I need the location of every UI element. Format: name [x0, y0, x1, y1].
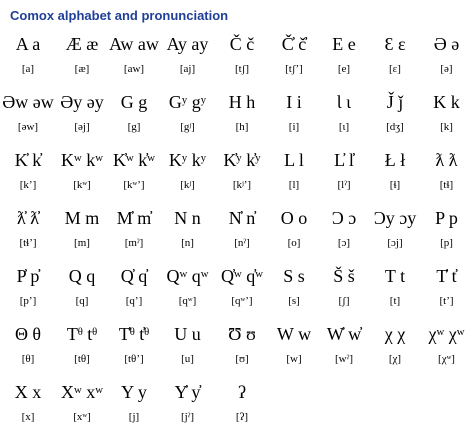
ipa-transcription: [o] — [287, 237, 301, 249]
letter-glyph: Y̓ y̓ — [174, 382, 201, 402]
alphabet-grid — [0, 30, 474, 436]
letter-glyph: Qʷ qʷ — [166, 266, 209, 286]
letter-glyph: Gʸ gʸ — [168, 92, 207, 112]
letter-cell — [421, 320, 472, 378]
letter-cell — [160, 262, 215, 320]
letter-cell — [215, 320, 269, 378]
ipa-transcription: [aw] — [123, 63, 145, 75]
letter-cell — [369, 146, 421, 204]
letter-glyph: Ay ay — [166, 34, 209, 54]
ipa-transcription: [ɛ] — [389, 63, 401, 75]
letter-glyph: H h — [228, 92, 256, 112]
letter-cell — [108, 146, 160, 204]
ipa-transcription: [kʷ] — [73, 179, 91, 191]
letter-glyph: χʷ χʷ — [428, 324, 465, 344]
ipa-transcription: [nˀ] — [234, 237, 250, 249]
ipa-transcription: [u] — [181, 353, 194, 365]
letter-glyph: X x — [14, 382, 42, 402]
letter-glyph: Aw aw — [109, 34, 159, 54]
letter-cell — [0, 30, 56, 88]
letter-cell — [160, 204, 215, 262]
letter-glyph: Ə ə — [433, 34, 460, 54]
ipa-transcription: [dʒ] — [386, 121, 404, 133]
letter-glyph: K k — [433, 92, 460, 112]
letter-glyph: J̌ ǰ — [386, 92, 404, 112]
ipa-transcription: [ʃ] — [338, 295, 350, 307]
letter-cell — [369, 30, 421, 88]
letter-glyph: Š š — [333, 266, 355, 286]
letter-glyph: Ɔ ɔ — [331, 208, 357, 228]
letter-glyph: Ł ł — [384, 150, 406, 170]
letter-glyph: G g — [120, 92, 148, 112]
letter-glyph: M m — [64, 208, 100, 228]
letter-cell — [369, 88, 421, 146]
letter-glyph: Q̓ q̓ — [120, 266, 148, 286]
letter-cell — [108, 262, 160, 320]
letter-cell — [215, 378, 269, 436]
ipa-transcription: [s] — [288, 295, 300, 307]
letter-glyph: T t — [384, 266, 406, 286]
ipa-transcription: [l] — [288, 179, 300, 191]
ipa-transcription: [ə] — [440, 63, 453, 75]
letter-cell — [319, 146, 369, 204]
ipa-transcription: [lˀ] — [337, 179, 351, 191]
letter-glyph: Əw əw — [2, 92, 54, 112]
ipa-transcription: [i] — [288, 121, 300, 133]
letter-cell — [0, 88, 56, 146]
letter-glyph: Kʷ kʷ — [61, 150, 103, 170]
letter-cell — [369, 320, 421, 378]
ipa-transcription: [tɬ] — [439, 179, 454, 191]
letter-glyph: Xʷ xʷ — [61, 382, 103, 402]
letter-cell — [421, 262, 472, 320]
letter-glyph: E e — [332, 34, 356, 54]
letter-glyph: P̓ p̓ — [16, 266, 40, 286]
letter-cell — [269, 204, 319, 262]
ipa-transcription: [ɩ] — [338, 121, 350, 133]
ipa-transcription: [ʔ] — [235, 411, 249, 423]
letter-cell — [319, 204, 369, 262]
page-title: Comox alphabet and pronunciation — [10, 8, 229, 23]
letter-glyph: Y y — [121, 382, 147, 402]
letter-glyph: W̓ w̓ — [326, 324, 362, 344]
letter-glyph: N n — [174, 208, 201, 228]
letter-cell — [0, 146, 56, 204]
letter-cell — [56, 88, 108, 146]
letter-cell — [0, 262, 56, 320]
letter-glyph: K̓ k̓ — [14, 150, 42, 170]
ipa-transcription: [t] — [389, 295, 401, 307]
letter-glyph: M̓ m̓ — [116, 208, 152, 228]
letter-glyph: ƛ ƛ — [435, 150, 458, 170]
letter-cell — [56, 204, 108, 262]
ipa-transcription: [əj] — [74, 121, 90, 133]
ipa-transcription: [qʷʼ] — [231, 295, 253, 307]
letter-cell — [160, 30, 215, 88]
letter-cell — [0, 320, 56, 378]
letter-glyph: K̓ʸ k̓ʸ — [223, 150, 261, 170]
letter-cell — [269, 146, 319, 204]
letter-cell — [160, 378, 215, 436]
ipa-transcription: [w] — [286, 353, 302, 365]
ipa-transcription: [kʲ] — [180, 179, 195, 191]
ipa-transcription: [gʲ] — [180, 121, 195, 133]
letter-cell — [56, 262, 108, 320]
letter-cell — [269, 262, 319, 320]
letter-cell — [319, 30, 369, 88]
ipa-transcription: [ɔ] — [337, 237, 351, 249]
letter-cell — [108, 30, 160, 88]
letter-cell — [215, 204, 269, 262]
letter-glyph: Əy əy — [60, 92, 104, 112]
letter-glyph: Q q — [68, 266, 96, 286]
letter-glyph: A a — [15, 34, 41, 54]
letter-cell — [0, 204, 56, 262]
letter-glyph: T̓ t̓ — [436, 266, 457, 286]
ipa-transcription: [e] — [337, 63, 351, 75]
ipa-transcription: [tʃʼ] — [285, 63, 303, 75]
ipa-transcription: [kʷʼ] — [123, 179, 145, 191]
letter-glyph: Tᶿ tᶿ — [66, 324, 98, 344]
ipa-transcription: [qʼ] — [125, 295, 143, 307]
letter-glyph: P p — [435, 208, 458, 228]
ipa-transcription: [k] — [440, 121, 453, 133]
letter-cell — [108, 88, 160, 146]
letter-glyph: U u — [174, 324, 201, 344]
ipa-transcription: [tθ] — [74, 353, 90, 365]
ipa-transcription: [ɔj] — [387, 237, 403, 249]
ipa-transcription: [əw] — [17, 121, 39, 133]
letter-glyph: Ɔy ɔy — [373, 208, 417, 228]
ipa-transcription: [kʼ] — [19, 179, 37, 191]
letter-glyph: Č̓ č̓ — [281, 34, 307, 54]
letter-cell — [269, 320, 319, 378]
letter-cell — [108, 320, 160, 378]
ipa-transcription: [n] — [181, 237, 194, 249]
ipa-transcription: [æ] — [74, 63, 90, 75]
letter-cell — [0, 378, 56, 436]
letter-cell — [160, 146, 215, 204]
letter-cell — [269, 88, 319, 146]
letter-glyph: Æ æ — [65, 34, 99, 54]
ipa-transcription: [mˀ] — [124, 237, 144, 249]
letter-glyph: ƛ̓ ƛ̓ — [17, 208, 39, 228]
ipa-transcription: [θ] — [21, 353, 35, 365]
ipa-transcription: [q] — [75, 295, 89, 307]
ipa-transcription: [tθʼ] — [124, 353, 144, 365]
letter-glyph: I i — [286, 92, 302, 112]
ipa-transcription: [p] — [440, 237, 453, 249]
letter-cell — [215, 262, 269, 320]
letter-cell — [160, 88, 215, 146]
letter-cell — [319, 88, 369, 146]
letter-glyph: T̓ᶿ t̓ᶿ — [118, 324, 150, 344]
ipa-transcription: [qʷ] — [178, 295, 197, 307]
letter-cell — [421, 204, 472, 262]
ipa-transcription: [h] — [235, 121, 249, 133]
ipa-transcription: [ʊ] — [235, 353, 249, 365]
letter-glyph: Ʊ ʊ — [228, 324, 256, 344]
letter-cell — [56, 378, 108, 436]
letter-cell — [369, 204, 421, 262]
ipa-transcription: [g] — [127, 121, 141, 133]
letter-cell — [56, 146, 108, 204]
letter-glyph: Ɛ ɛ — [384, 34, 406, 54]
letter-glyph: Q̓ʷ q̓ʷ — [221, 266, 263, 286]
letter-glyph: Ɩ ɩ — [337, 92, 351, 112]
ipa-transcription: [pʼ] — [19, 295, 37, 307]
letter-glyph: Kʸ kʸ — [168, 150, 207, 170]
letter-glyph: K̓ʷ k̓ʷ — [113, 150, 155, 170]
ipa-transcription: [jˀ] — [180, 411, 195, 423]
letter-cell — [215, 146, 269, 204]
letter-cell — [215, 30, 269, 88]
letter-cell — [369, 262, 421, 320]
letter-cell — [319, 320, 369, 378]
letter-cell — [319, 262, 369, 320]
letter-glyph: L l — [284, 150, 304, 170]
letter-cell — [421, 146, 472, 204]
ipa-transcription: [tʃ] — [234, 63, 250, 75]
letter-cell — [56, 30, 108, 88]
ipa-transcription: [tʼ] — [439, 295, 454, 307]
ipa-transcription: [ɬ] — [389, 179, 401, 191]
ipa-transcription: [xʷ] — [73, 411, 91, 423]
letter-cell — [215, 88, 269, 146]
letter-glyph: N̓ n̓ — [228, 208, 256, 228]
ipa-transcription: [j] — [128, 411, 140, 423]
letter-glyph: O o — [280, 208, 308, 228]
letter-cell — [160, 320, 215, 378]
letter-cell — [56, 320, 108, 378]
ipa-transcription: [kʲʼ] — [232, 179, 252, 191]
letter-glyph: Θ θ — [14, 324, 42, 344]
letter-cell — [108, 204, 160, 262]
letter-cell — [108, 378, 160, 436]
letter-cell — [269, 30, 319, 88]
letter-glyph: L̓ l̓ — [334, 150, 354, 170]
ipa-transcription: [x] — [21, 411, 35, 423]
letter-glyph: χ χ — [384, 324, 406, 344]
ipa-transcription: [tɬʼ] — [19, 237, 37, 249]
ipa-transcription: [χ] — [388, 353, 402, 365]
ipa-transcription: [wˀ] — [335, 353, 353, 365]
letter-glyph: W w — [276, 324, 312, 344]
ipa-transcription: [m] — [74, 237, 90, 249]
letter-glyph: S s — [283, 266, 305, 286]
letter-glyph: Č č — [229, 34, 255, 54]
letter-cell — [421, 30, 472, 88]
letter-glyph: ʔ — [238, 382, 246, 402]
ipa-transcription: [χʷ] — [438, 353, 455, 365]
ipa-transcription: [aj] — [179, 63, 196, 75]
ipa-transcription: [a] — [21, 63, 35, 75]
letter-cell — [421, 88, 472, 146]
